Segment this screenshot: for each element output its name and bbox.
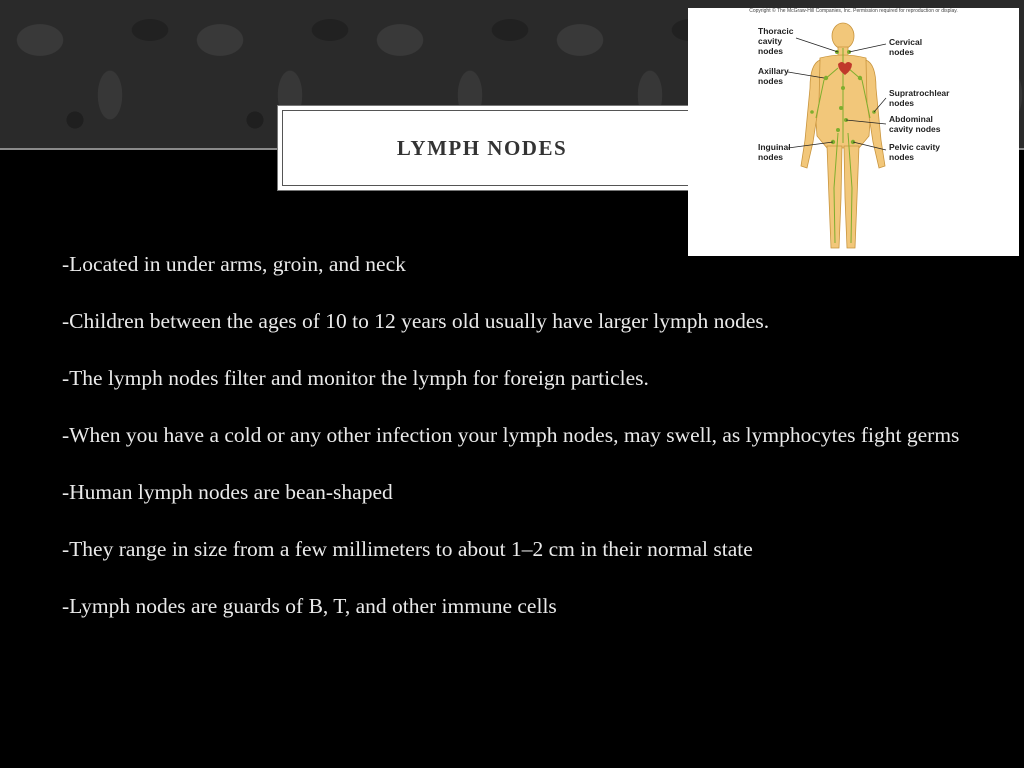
lymph-node-diagram xyxy=(688,8,1019,256)
bullet-5: -Human lymph nodes are bean-shaped xyxy=(62,480,393,504)
figure-copyright: Copyright © The McGraw-Hill Companies, Inc. Permission required for reproduction or display. xyxy=(749,8,958,14)
bullet-2: -Children between the ages of 10 to 12 years old usually have larger lymph nodes. xyxy=(62,309,770,333)
label-abdominal-cavity-nodes: Abdominal cavity nodes xyxy=(889,114,941,134)
bullet-7: -Lymph nodes are guards of B, T, and other immune cells xyxy=(62,594,557,618)
body-illustration xyxy=(688,8,1019,256)
label-cervical-nodes: Cervical nodes xyxy=(889,37,923,57)
slide-title: LYMPH NODES xyxy=(396,135,568,160)
bullet-3: -The lymph nodes filter and monitor the lymph for foreign particles. xyxy=(62,366,649,390)
label-axillary-nodes: Axillary nodes xyxy=(758,66,789,86)
label-inguinal-nodes: Inguinal nodes xyxy=(758,142,791,162)
label-thoracic-cavity-nodes: Thoracic cavity nodes xyxy=(758,26,794,56)
bullet-1: -Located in under arms, groin, and neck xyxy=(62,252,406,276)
title-box xyxy=(277,105,747,191)
slide-body xyxy=(62,240,962,639)
bullet-6: -They range in size from a few millimeters to about 1–2 cm in their normal state xyxy=(62,537,753,561)
label-supratrochlear-nodes: Supratrochlear nodes xyxy=(889,88,950,108)
bullet-4: -When you have a cold or any other infection your lymph nodes, may swell, as lymphocytes fight germs xyxy=(62,423,960,447)
label-pelvic-cavity-nodes: Pelvic cavity nodes xyxy=(889,142,941,162)
